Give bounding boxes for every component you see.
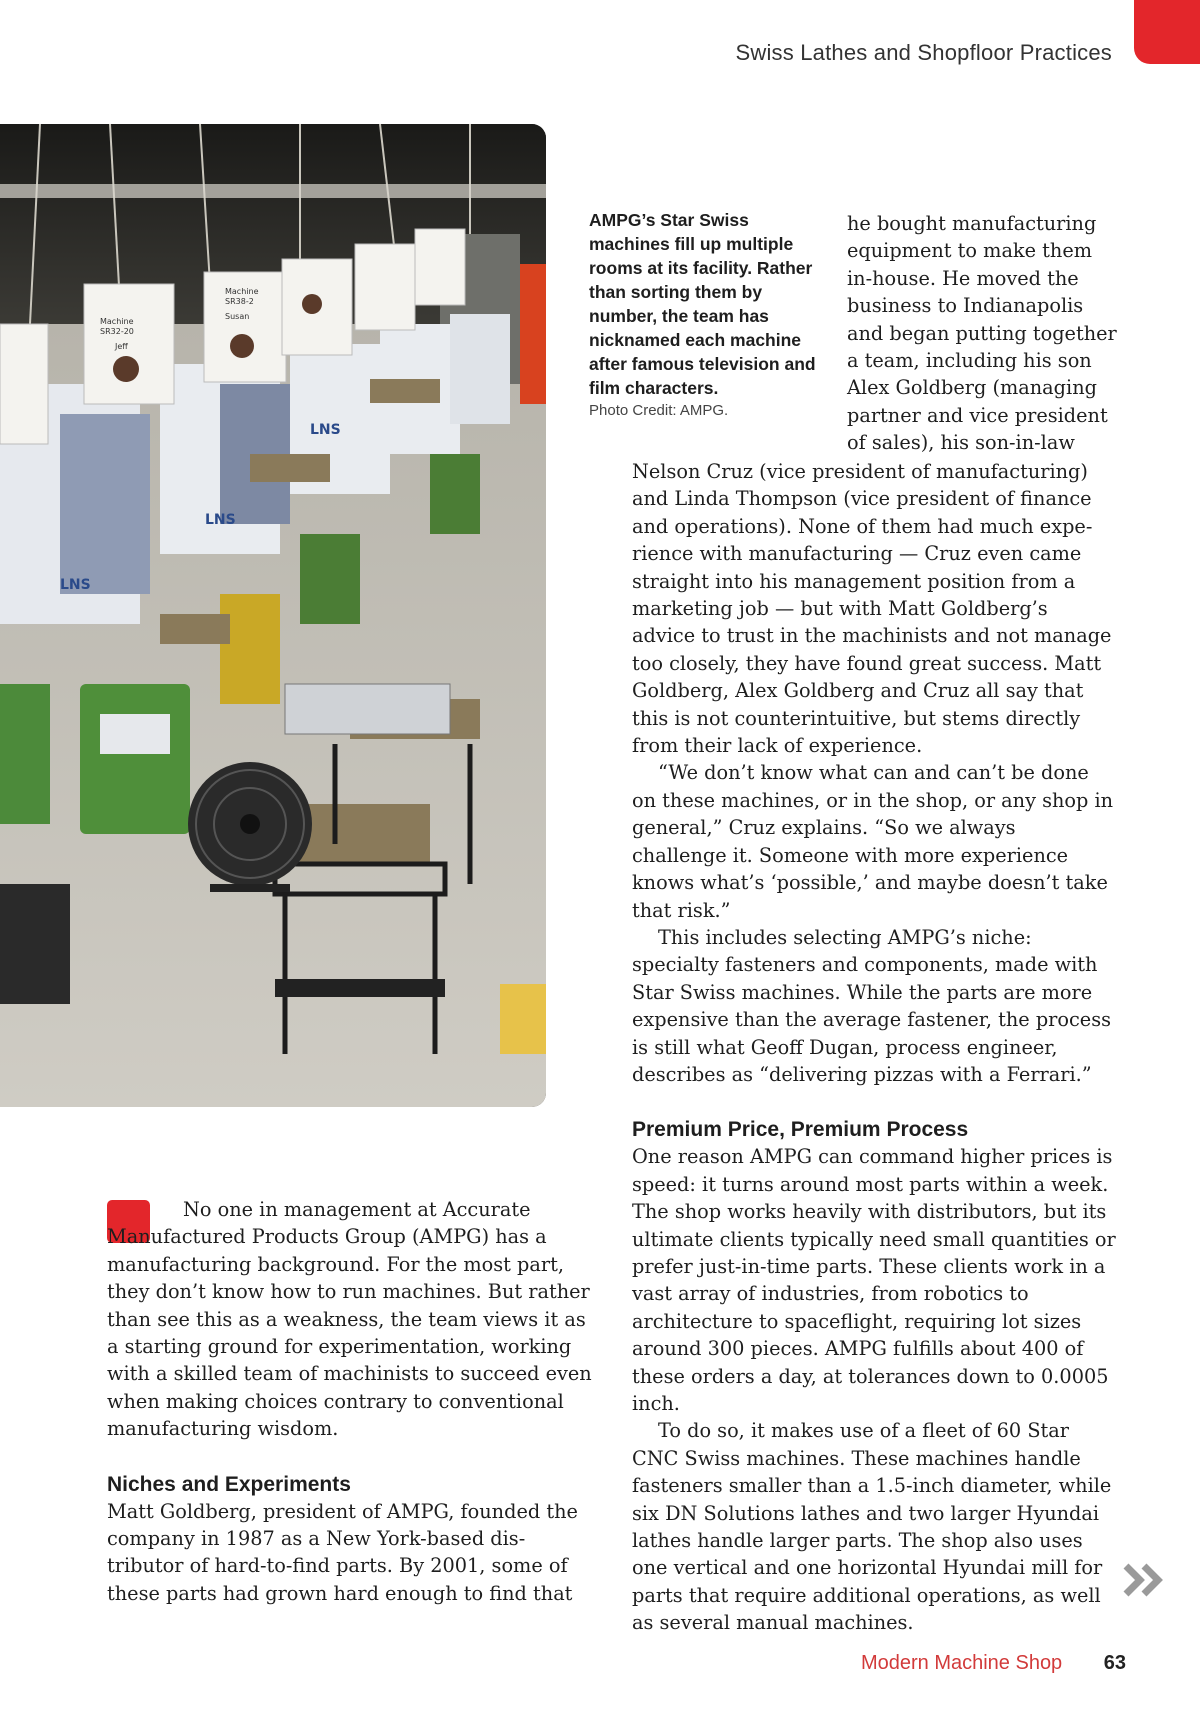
paragraph: This includes selecting AMPG’s niche: specialty fasteners and components, made with Star Swiss machines. While the parts are more expensive than the average fastener, the process is still what Geoff Dugan, process engineer, describes as “delivering pizzas with a Ferrari.”	[632, 925, 1111, 1086]
svg-text:LNS: LNS	[60, 577, 91, 593]
svg-text:Machine: Machine	[100, 317, 134, 326]
photo-caption	[589, 208, 821, 422]
paragraph: Matt Goldberg, president of AMPG, founded the company in 1987 as a New York-based distributor of hard-to-find parts. By 2001, some of these parts had grown hard enough to find that	[107, 1499, 578, 1605]
article-photo	[0, 124, 546, 1107]
continue-chevron-icon	[1120, 1560, 1168, 1600]
svg-text:Jeff: Jeff	[115, 342, 128, 351]
svg-text:LNS: LNS	[205, 512, 236, 528]
paragraph: he bought manufacturing equipment to make them in-house. He moved the business to Indianapolis and began putting together a team, including his son Alex Goldberg (managing partner and vice president of sales), his son-in-law	[847, 212, 1117, 455]
section-heading: Premium Price, Premium Process	[632, 1118, 969, 1142]
section-tab	[1134, 0, 1200, 64]
paragraph: One reason AMPG can command higher prices is speed: it turns around most parts within a week. The shop works heavily with distributors, but its ultimate clients typically need small quantities or prefer just-in-time parts. These clients work in a vast array of industries, from robotics to architecture to spaceflight, requiring lot sizes around 300 pieces. AMPG fulfills about 400 of these orders a day, at tolerances down to 0.0005 inch.	[632, 1145, 1116, 1415]
article-column-right	[632, 458, 1116, 1637]
section-heading: Niches and Experiments	[107, 1472, 351, 1496]
magazine-name: Modern Machine Shop	[860, 1652, 1063, 1674]
svg-text:LNS: LNS	[310, 422, 341, 438]
svg-text:SR38-2: SR38-2	[225, 297, 254, 306]
page-number: 63	[1103, 1652, 1126, 1674]
photo-credit: Photo Credit: AMPG.	[589, 402, 729, 419]
svg-text:Machine: Machine	[225, 287, 259, 296]
paragraph: Nelson Cruz (vice president of manufacturing) and Linda Thompson (vice president of finance and operations). None of them had much experience with manufacturing — Cruz even came straight into his management position from a marketing job — but with Matt Goldberg’s advice to trust in the machinists and not manage too closely, they have found great success. Matt Goldberg, Alex Goldberg and Cruz all say that this is not counterintuitive, but stems directly from their lack of experience.	[632, 460, 1112, 758]
article-column-left	[107, 1196, 593, 1607]
article-column-top	[847, 210, 1117, 457]
running-head: Swiss Lathes and Shopfloor Practices	[735, 40, 1112, 65]
paragraph: To do so, it makes use of a fleet of 60 Star CNC Swiss machines. These machines handle fasteners smaller than a 1.5-inch diameter, while six DN Solutions lathes and two larger Hyundai lathes handle larger parts. The shop also uses one vertical and one horizontal Hyundai mill for parts that require additional operations, as well as several manual machines.	[632, 1419, 1112, 1635]
svg-text:SR32-20: SR32-20	[100, 327, 134, 336]
caption-text: AMPG’s Star Swiss machines fill up multiple rooms at its facility. Rather than sorting them by number, the team has nicknamed each machine after famous television and film characters.	[589, 210, 816, 398]
intro-paragraph: No one in management at Accurate Manufactured Products Group (AMPG) has a manufacturing background. For the most part, they don’t know how to run machines. But rather than see this as a weakness, the team views it as a starting ground for experimentation, working with a skilled team of machinists to succeed even when making choices contrary to conventional manufacturing wisdom.	[107, 1198, 592, 1441]
paragraph: “We don’t know what can and can’t be done on these machines, or in the shop, or any shop in general,” Cruz explains. “So we always challenge it. Someone with more experience knows what’s ‘possible,’ and maybe doesn’t take that risk.”	[632, 761, 1114, 922]
svg-text:Susan: Susan	[225, 312, 250, 321]
page-footer	[861, 1652, 1126, 1675]
